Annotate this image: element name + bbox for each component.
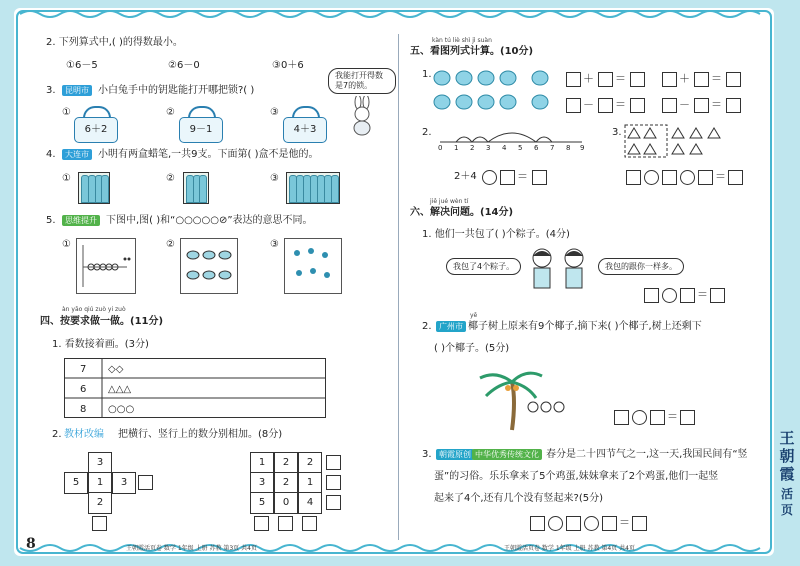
answer-box[interactable] <box>662 72 677 87</box>
answer-box[interactable] <box>598 72 613 87</box>
page-fold-divider <box>398 34 399 540</box>
answer-box-row-3[interactable] <box>326 495 341 510</box>
cross-top: 3 <box>88 452 112 474</box>
abacus-picture[interactable] <box>76 238 136 294</box>
answer-box[interactable] <box>644 288 659 303</box>
q4-text: 小明有两盒蜡笔,一共9支。下面第( )盒不是他的。 <box>98 149 319 160</box>
answer-circle[interactable] <box>584 516 599 531</box>
answer-box[interactable] <box>662 98 677 113</box>
brand-char: 页 <box>780 503 793 517</box>
q2-option-3[interactable]: ③0＋6 <box>272 60 304 71</box>
q2-option-1[interactable]: ①6－5 <box>66 60 98 71</box>
plus-sign: ＋ <box>679 72 690 85</box>
q6-3-number: 3. <box>422 449 432 460</box>
answer-box[interactable] <box>566 516 581 531</box>
q6-2-text: 椰子树上原来有9个椰子,摘下来( )个椰子,树上还剩下 <box>468 321 702 332</box>
brand-char: 王 <box>779 429 795 447</box>
minus-sign: － <box>583 98 594 111</box>
q5-text: 下图中,图( )和“○○○○○⊘”表达的意思不同。 <box>106 215 313 226</box>
equals-sign: ＝ <box>697 288 708 301</box>
q6-2-number: 2. <box>422 321 432 332</box>
answer-box[interactable] <box>602 516 617 531</box>
answer-box-col-3[interactable] <box>302 516 317 531</box>
tick-8: 8 <box>566 144 571 152</box>
answer-box[interactable] <box>726 98 741 113</box>
answer-box[interactable] <box>566 98 581 113</box>
table-row-2-num: 6 <box>80 384 87 395</box>
gloves-picture <box>432 66 556 114</box>
answer-circle[interactable] <box>662 288 677 303</box>
table-row-3-num: 8 <box>80 404 87 415</box>
table-row-1-shapes: ◇◇ <box>108 364 124 375</box>
lock-3[interactable]: 4＋3 <box>283 117 327 143</box>
section-4-title: 四、按要求做一做。(11分) <box>40 316 164 327</box>
q4-region-tag: 大连市 <box>62 149 92 160</box>
q6-1-text: 1. 他们一共包了( )个粽子。(4分) <box>422 229 570 240</box>
answer-box[interactable] <box>680 288 695 303</box>
triangles-picture <box>624 124 724 160</box>
q2-option-2[interactable]: ②6－0 <box>168 60 200 71</box>
grid-cell: 5 <box>250 492 274 514</box>
q3-mark-1: ① <box>62 107 71 118</box>
q6-2-text-2: ( )个椰子。(5分) <box>434 343 510 354</box>
answer-box[interactable] <box>662 170 677 185</box>
answer-box-column[interactable] <box>92 516 107 531</box>
answer-box[interactable] <box>566 72 581 87</box>
answer-circle[interactable] <box>632 410 647 425</box>
answer-box[interactable] <box>698 170 713 185</box>
table-row-2-shapes: △△△ <box>108 384 132 395</box>
lock-2[interactable]: 9－1 <box>179 117 223 143</box>
equals-sign: ＝ <box>517 170 528 183</box>
tick-7: 7 <box>550 144 555 152</box>
grid-cell: 2 <box>274 452 298 474</box>
tick-2: 2 <box>470 144 475 152</box>
speech-bubble-2: 我包的跟你一样多。 <box>598 258 684 275</box>
answer-box-col-1[interactable] <box>254 516 269 531</box>
cross-bottom: 2 <box>88 492 112 514</box>
q6-3-line-3: 起来了4个,还有几个没有竖起来?(5分) <box>434 493 604 504</box>
q3-region-tag: 昆明市 <box>62 85 92 96</box>
answer-box[interactable] <box>626 170 641 185</box>
answer-circle[interactable] <box>482 170 497 185</box>
cross-right: 3 <box>112 472 136 494</box>
answer-circle[interactable] <box>680 170 695 185</box>
answer-box[interactable] <box>728 170 743 185</box>
plus-sign: ＋ <box>583 72 594 85</box>
answer-box-row-1[interactable] <box>326 455 341 470</box>
answer-box[interactable] <box>694 72 709 87</box>
lock-1[interactable]: 6＋2 <box>74 117 118 143</box>
cross-center: 1 <box>88 472 112 494</box>
answer-box[interactable] <box>680 410 695 425</box>
answer-box[interactable] <box>726 72 741 87</box>
grid-cell: 4 <box>298 492 322 514</box>
crayon <box>199 175 207 203</box>
answer-circle[interactable] <box>644 170 659 185</box>
page-number: 8 <box>26 536 36 552</box>
children-picture <box>524 246 592 296</box>
grid-cell: 1 <box>298 472 322 494</box>
right-footer: 王朝霞活页卷 数学 1年级 上册 苏教 第4页 共4页 <box>504 545 635 552</box>
tick-4: 4 <box>502 144 507 152</box>
q6-3-original-tag: 朝霞原创 <box>436 449 474 460</box>
q3-text: 小白兔手中的钥匙能打开哪把锁?( ) <box>98 85 255 96</box>
answer-box[interactable] <box>614 410 629 425</box>
s4-pinyin: àn yāo qiú zuò yi zuò <box>62 306 126 313</box>
answer-box-row-2[interactable] <box>326 475 341 490</box>
q5-number: 5. <box>46 215 56 226</box>
animals-picture[interactable] <box>180 238 238 294</box>
answer-box-row[interactable] <box>138 475 153 490</box>
answer-circle[interactable] <box>548 516 563 531</box>
section-5-title: 五、看图列式计算。(10分) <box>410 46 534 57</box>
table-row-1-num: 7 <box>80 364 87 375</box>
tick-0: 0 <box>438 144 443 152</box>
q4-2-textbook-tag: 教材改编 <box>64 429 104 440</box>
answer-box[interactable] <box>532 170 547 185</box>
answer-box[interactable] <box>694 98 709 113</box>
q5-3-number: 3. <box>612 127 622 138</box>
number-line <box>436 130 586 152</box>
q4-1-text: 1. 看数接着画。(3分) <box>52 339 149 350</box>
grid-cell: 0 <box>274 492 298 514</box>
q6-2-region-tag: 广州市 <box>436 321 466 332</box>
equals-sign: ＝ <box>711 72 722 85</box>
section-6-title: 六、解决问题。(14分) <box>410 207 514 218</box>
q3-number: 3. <box>46 85 56 96</box>
tick-1: 1 <box>454 144 459 152</box>
equals-sign: ＝ <box>715 170 726 183</box>
answer-box[interactable] <box>500 170 515 185</box>
rabbit-speech-bubble: 我能打开得数是7的锁。 <box>328 68 396 94</box>
brand-char: 朝 <box>779 447 795 465</box>
q5-2-number: 2. <box>422 127 432 138</box>
q4-2-text: 把横行、竖行上的数分别相加。(8分) <box>118 429 283 440</box>
q5-thinking-tag: 思维提升 <box>62 215 100 226</box>
q3-mark-3: ③ <box>270 107 279 118</box>
q5-mark-2: ② <box>166 239 175 250</box>
coconut-tree-picture <box>476 360 560 432</box>
tick-3: 3 <box>486 144 491 152</box>
q6-2-pinyin: yē <box>470 312 478 319</box>
equals-sign: ＝ <box>711 98 722 111</box>
answer-box-col-2[interactable] <box>278 516 293 531</box>
q4-mark-3: ③ <box>270 173 279 184</box>
s5-pinyin: kàn tú liè shì jì suàn <box>432 37 492 44</box>
tick-9: 9 <box>580 144 585 152</box>
crayon <box>101 175 109 203</box>
s6-pinyin: jiě jué wèn tí <box>430 198 469 205</box>
q2-text: 2. 下列算式中,( )的得数最小。 <box>46 37 183 48</box>
answer-box[interactable] <box>598 98 613 113</box>
table-row-3-shapes: ○○○ <box>108 404 135 415</box>
q6-3-line-1: 春分是二十四节气之一,这一天,我国民间有“竖 <box>546 449 748 460</box>
draw-table[interactable] <box>64 358 326 418</box>
fallen-coconuts-icon <box>526 400 566 414</box>
equals-sign: ＝ <box>619 516 630 529</box>
q4-2-number: 2. <box>52 429 62 440</box>
equals-sign: ＝ <box>667 410 678 423</box>
grid-cell: 2 <box>298 452 322 474</box>
q5-2-expression: 2＋4 <box>454 171 477 182</box>
q6-3-line-2: 蛋”的习俗。乐乐拿来了5个鸡蛋,妹妹拿来了2个鸡蛋,他们一起竖 <box>434 471 719 482</box>
q3-mark-2: ② <box>166 107 175 118</box>
q4-mark-1: ① <box>62 173 71 184</box>
q4-number: 4. <box>46 149 56 160</box>
rabbit-icon <box>344 96 380 136</box>
q5-mark-1: ① <box>62 239 71 250</box>
answer-box[interactable] <box>530 516 545 531</box>
q4-mark-2: ② <box>166 173 175 184</box>
brand-char: 活 <box>780 487 793 501</box>
answer-box[interactable] <box>710 288 725 303</box>
brand-char: 霞 <box>779 465 795 483</box>
cross-left: 5 <box>64 472 88 494</box>
grid-cell: 3 <box>250 472 274 494</box>
left-footer: 王朝霞活页卷 数学 1年级 上册 苏教 第3页 共4页 <box>126 545 257 552</box>
crayon <box>331 175 339 203</box>
answer-box[interactable] <box>632 516 647 531</box>
answer-box[interactable] <box>650 410 665 425</box>
answer-box[interactable] <box>630 72 645 87</box>
speech-bubble-1: 我包了4个粽子。 <box>446 258 521 275</box>
q6-3-culture-tag: 中华优秀传统文化 <box>472 449 542 460</box>
equals-sign: ＝ <box>615 72 626 85</box>
equals-sign: ＝ <box>615 98 626 111</box>
tick-5: 5 <box>518 144 523 152</box>
minus-sign: － <box>679 98 690 111</box>
q5-mark-3: ③ <box>270 239 279 250</box>
grid-cell: 1 <box>250 452 274 474</box>
answer-box[interactable] <box>630 98 645 113</box>
tadpoles-picture[interactable] <box>284 238 342 294</box>
tick-6: 6 <box>534 144 539 152</box>
q5-1-number: 1. <box>422 69 432 80</box>
grid-cell: 2 <box>274 472 298 494</box>
